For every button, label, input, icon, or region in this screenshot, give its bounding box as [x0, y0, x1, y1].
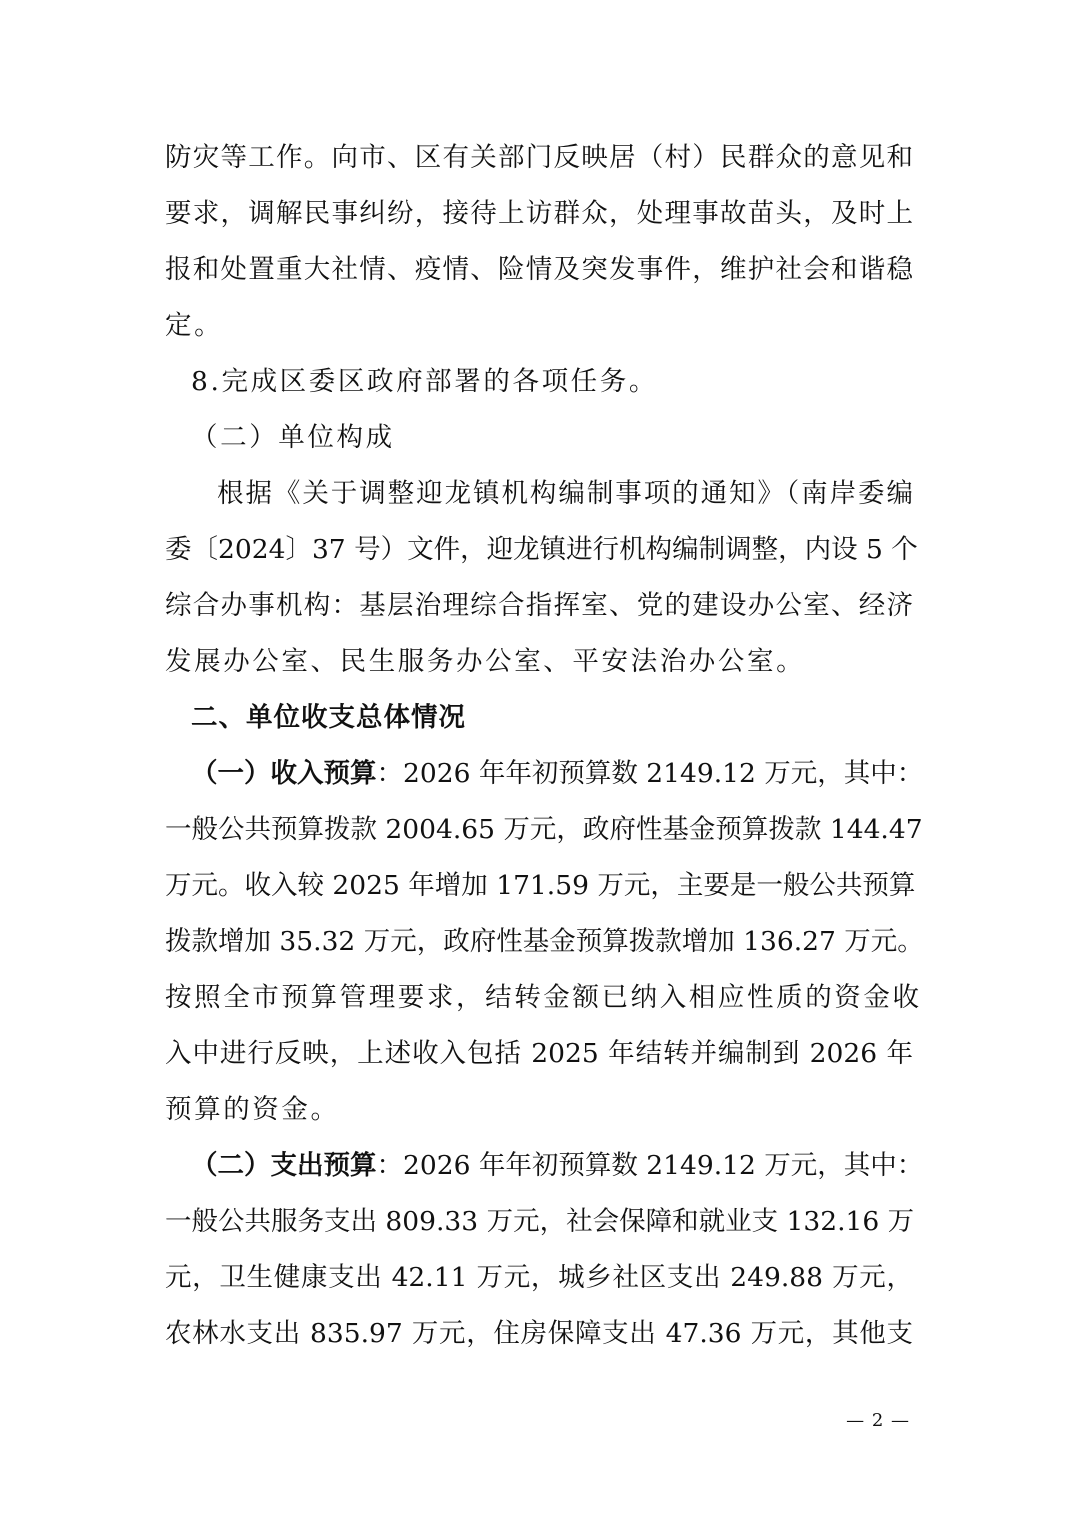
text-line: 委〔2024〕37 号）文件，迎龙镇进行机构编制调整，内设 5 个	[165, 534, 918, 565]
income-budget-line	[165, 746, 924, 802]
expenditure-budget-label: （二）支出预算	[191, 1150, 377, 1181]
section-heading-budget-overview: 二、单位收支总体情况	[191, 702, 466, 733]
text-line: 定。	[165, 310, 224, 341]
text-line: 一般公共服务支出 809.33 万元，社会保障和就业支 132.16 万	[165, 1206, 915, 1237]
text-line: 入中进行反映，上述收入包括 2025 年结转并编制到 2026 年	[165, 1038, 913, 1069]
expenditure-budget-text: ：2026 年年初预算数 2149.12 万元，其中：	[376, 1150, 924, 1181]
text-line: 预算的资金。	[165, 1094, 340, 1125]
text-line: 根据《关于调整迎龙镇机构编制事项的通知》（南岸委编	[217, 478, 913, 509]
text-line: 拨款增加 35.32 万元，政府性基金预算拨款增加 136.27 万元。	[165, 926, 924, 957]
text-line: 农林水支出 835.97 万元，住房保障支出 47.36 万元，其他支	[165, 1318, 913, 1349]
text-line: 一般公共预算拨款 2004.65 万元，政府性基金预算拨款 144.47	[165, 814, 923, 845]
list-item-8: 8.完成区委区政府部署的各项任务。	[191, 366, 658, 397]
document-body	[165, 130, 924, 1362]
section-heading-unit-composition: （二）单位构成	[191, 422, 395, 453]
text-line: 发展办公室、民生服务办公室、平安法治办公室。	[165, 646, 806, 677]
income-budget-label: （一）收入预算	[191, 758, 377, 789]
page-number: — 2 —	[846, 1410, 910, 1431]
text-line: 元，卫生健康支出 42.11 万元，城乡社区支出 249.88 万元，	[165, 1262, 913, 1293]
text-line: 防灾等工作。向市、区有关部门反映居（村）民群众的意见和	[165, 142, 913, 173]
text-line: 报和处置重大社情、疫情、险情及突发事件，维护社会和谐稳	[165, 254, 913, 285]
expenditure-budget-line	[165, 1138, 924, 1194]
text-line: 综合办事机构：基层治理综合指挥室、党的建设办公室、经济	[165, 590, 913, 621]
income-budget-text: ：2026 年年初预算数 2149.12 万元，其中：	[376, 758, 924, 789]
text-line: 要求，调解民事纠纷，接待上访群众，处理事故苗头，及时上	[165, 198, 913, 229]
text-line: 按照全市预算管理要求，结转金额已纳入相应性质的资金收	[165, 982, 922, 1013]
text-line: 万元。收入较 2025 年增加 171.59 万元，主要是一般公共预算	[165, 870, 916, 901]
